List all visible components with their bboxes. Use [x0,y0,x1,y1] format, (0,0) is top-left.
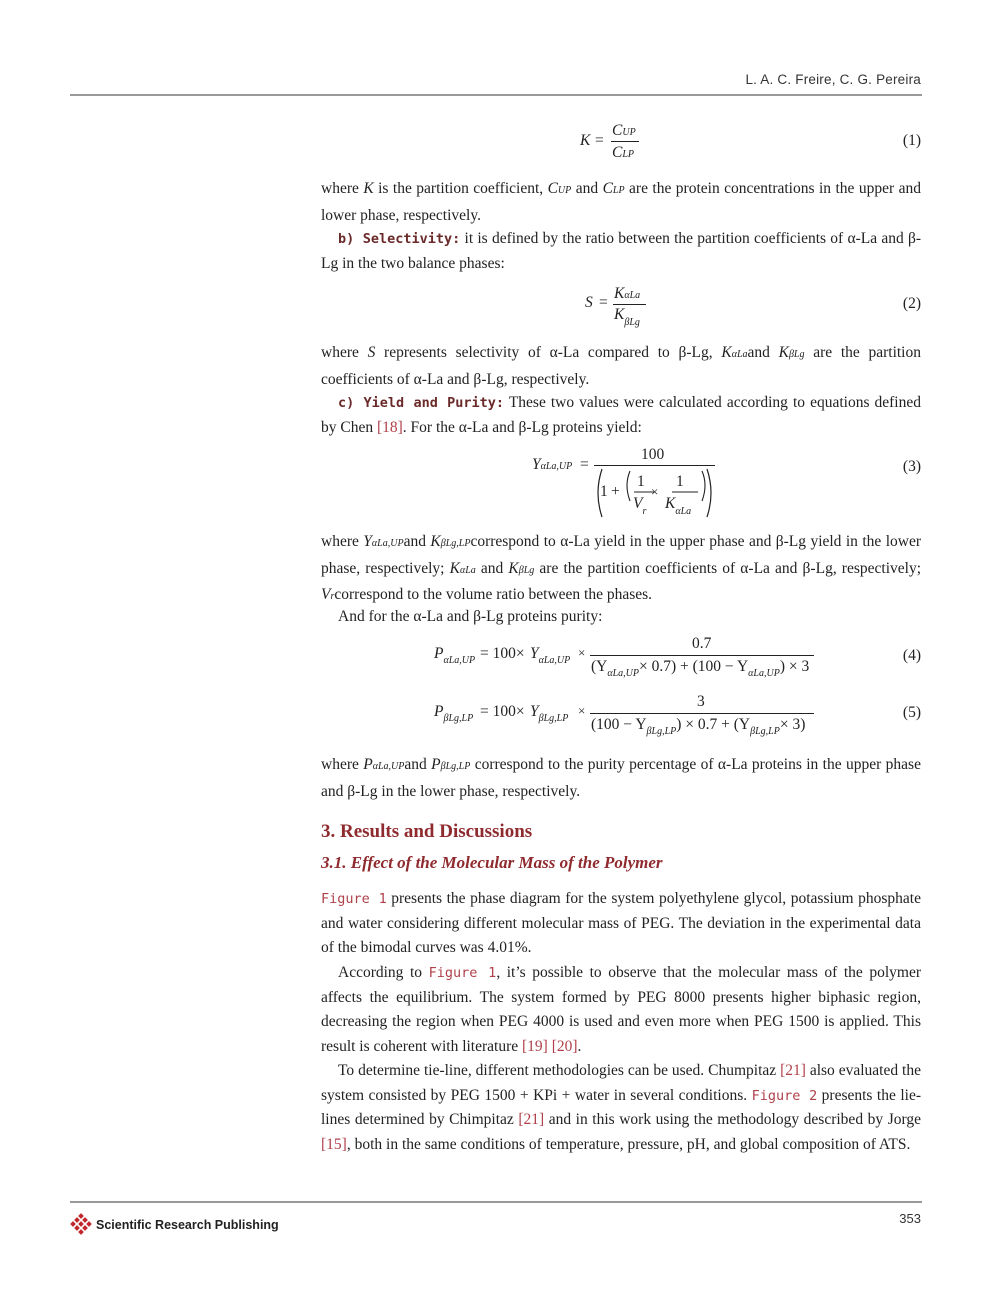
eq3-one: 1 [600,483,608,500]
eq1-den-sub: LP [622,149,635,160]
eq4-pre: = 100× [480,645,525,662]
eq2-fraction-bar [613,304,646,305]
eq4-times: × [578,645,586,660]
eq3-lhs: YαLa,UP [532,456,573,473]
eq4-denominator: $(Y_{\alpha La,UP}\times 0.7) + (100 - Y_{\alpha La,UP}) \times 3$ [591,658,810,679]
paragraph-selectivity: b) Selectivity: it is defined by the ratio between the partition coefficients of α-La and β-Lg in the two balance phases: [321,230,921,272]
eq3-number: (3) [902,458,921,475]
eq4-y: $Y_{\alpha La,UP}$ [530,645,571,666]
eq4-numerator: 0.7 [692,635,712,652]
eq3-f1-den: $V_r$ [633,495,647,517]
label-selectivity: b) Selectivity: [338,231,461,247]
equation-1 [580,122,650,167]
eq4-number: (4) [902,647,921,664]
page-number: 353 [899,1211,921,1226]
eq3-equals: = [580,456,589,473]
link-figure-1b[interactable]: Figure 1 [428,965,497,981]
ref-20[interactable]: [20] [551,1037,578,1055]
section-3-1-heading: 3.1. Effect of the Molecular Mass of the Polymer [321,853,663,872]
eq5-times: × [578,703,586,718]
label-yield-purity: c) Yield and Purity: [338,395,505,411]
paragraph-purity-def: where PαLa,UPand PβLg,LP correspond to the purity percentage of α-La proteins in the upper phase and β-Lg in the lower phase, respectively. [321,756,921,800]
eq3-times: × [651,484,659,499]
eq2-number: (2) [902,295,921,312]
equation-5 [434,691,824,743]
paragraph-partition: where K is the partition coefficient, CUP and CLP are the protein concentrations in the upper and lower phase, respectively. [321,180,921,224]
eq1-lhs: K [580,132,591,149]
equation-2 [585,285,655,330]
eq5-pre: = 100× [480,703,525,720]
eq2-lhs: S [585,294,593,311]
eq5-number: (5) [902,704,921,721]
paragraph-molecular-mass: According to Figure 1, it’s possible to observe that the molecular mass of the polymer affects the equilibrium. The system formed by PEG 8000 presents higher biphasic region, decreasing the region when PEG 4000 is used and even more when PEG 1500 is applied. This result is coherent with literature [19] [20]. [321,964,921,1055]
header-rule [70,94,922,96]
equation-3 [532,444,722,520]
link-figure-1[interactable]: Figure 1 [321,891,387,907]
eq5-denominator: $(100 - Y_{\beta Lg,LP}) \times 0.7 + (Y_{\beta Lg,LP}\times 3)$ [591,716,806,737]
running-header: L. A. C. Freire, C. G. Pereira [745,72,921,87]
ref-15[interactable]: [15] [321,1135,347,1153]
paragraph-selectivity-def: where S represents selectivity of α-La compared to β-Lg, KαLaand KβLg are the partition coefficients of α-La and β-Lg, respectively. [321,344,921,388]
paragraph-purity-intro: And for the α-La and β-Lg proteins purity: [338,608,603,625]
eq5-fraction-bar [590,713,814,714]
link-figure-2[interactable]: Figure 2 [751,1087,818,1104]
ref-18[interactable]: [18] [376,418,403,436]
eq4-fraction-bar [590,655,814,656]
eq5-y: $Y_{\beta Lg,LP}$ [530,703,569,724]
eq1-fraction-bar [611,141,639,142]
eq3-plus: + [611,483,620,500]
eq1-number: (1) [902,132,921,149]
ref-21[interactable]: [21] [780,1062,806,1079]
eq3-f2-den: $K_{\alpha La}$ [665,495,692,517]
eq2-numerator: KαLa [614,285,641,302]
paragraph-tie-line: To determine tie-line, different methodologies can be used. Chumpitaz [21] also evaluated the system consisted by PEG 1500 + KPi + water in several conditions. Figure 2 presents the lie-lines determined by Chimpitaz [21] and in this work using the methodology described by Jorge [15], both in the same conditions of temperature, pressure, pH, and global composition of ATS. [321,1062,921,1153]
ref-19[interactable]: [19] [522,1037,548,1055]
ref-21b[interactable]: [21] [518,1111,545,1129]
paragraph-figure1: Figure 1 presents the phase diagram for the system polyethylene glycol, potassium phosphate and water considering different molecular mass of PEG. The deviation in the experimental data of the bimodal curves was 4.01%. [321,890,921,957]
eq5-numerator: 3 [697,693,705,710]
section-3-heading: 3. Results and Discussions [321,821,533,842]
eq1-numerator [612,122,636,140]
eq2-equals: = [599,294,608,311]
footer-rule [70,1201,922,1203]
eq3-f2-num: 1 [676,473,684,490]
paragraph-yield-purity: c) Yield and Purity: These two values were calculated according to equations defined by Chen [18]. For the α-La and β-Lg proteins yield: [321,394,921,436]
publisher-name: Scientific Research Publishing [96,1218,279,1232]
paragraph-yield-def: where YαLa,UPand KβLg,LPcorrespond to α-La yield in the upper phase and β-Lg yield in the lower phase, respectively; KαLa and KβLg are the partition coefficients of α-La and β-Lg, respectively; Vrcorrespond to the volume ratio between the phases. [321,533,921,604]
eq3-f1-num: 1 [637,473,645,490]
eq3-fraction-bar [594,465,715,466]
equation-4 [434,633,824,685]
eq1-num-sub: UP [622,127,636,138]
eq4-lhs: $P_{\alpha La,UP}$ [434,645,476,666]
eq5-lhs: $P_{\beta Lg,LP}$ [434,703,474,724]
eq1-den-var: C [612,144,623,161]
eq1-denominator [612,144,634,162]
eq3-numerator: 100 [641,446,665,463]
eq1-num-var: C [612,122,623,139]
publisher-footer [70,1213,279,1235]
eq2-denominator: $K_{\beta Lg}$ [614,306,640,328]
publisher-logo-icon [70,1213,92,1235]
eq1-equals: = [595,132,604,149]
